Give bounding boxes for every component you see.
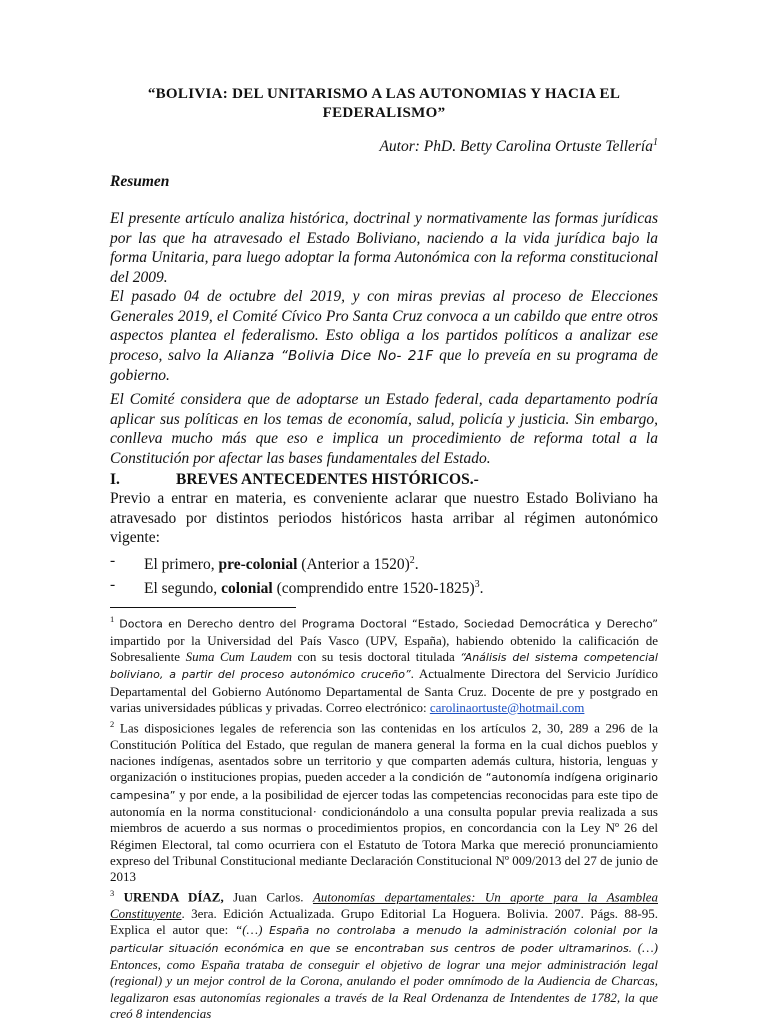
footnote-1 [110, 611, 658, 716]
list-item-detail: (Anterior a 1520) [297, 556, 410, 574]
list-item [110, 551, 483, 575]
footnote-2-condition: condición de “autonomía indígena originario campesina” [110, 771, 658, 802]
footnote-1-distinction: Suma Cum Laudem [185, 648, 292, 664]
footnote-3 [110, 885, 658, 1022]
footnote-2 [110, 716, 658, 885]
abstract-heading: Resumen [110, 173, 170, 190]
list-item-term: pre-colonial [218, 556, 298, 574]
list-item-text [144, 551, 419, 575]
footnote-number: 1 [110, 614, 115, 624]
list-bullet: - [110, 552, 116, 569]
list-item-end: . [479, 580, 484, 598]
footnote-3-quote-open: “(…) [234, 922, 270, 938]
section-heading [110, 471, 479, 489]
footnote-1-program: Doctora en Derecho dentro del Programa Doctoral “Estado, Sociedad Democrática y Derecho” [119, 617, 659, 631]
footnote-ref-2[interactable]: 2 [409, 555, 415, 566]
footnote-3-author: URENDA DÍAZ, [114, 889, 224, 905]
footnote-3-book-title: Autonomías departamentales: Un aporte para la Asamblea Constituyente [110, 889, 658, 922]
abstract-paragraph-2 [110, 287, 658, 386]
footnote-3-quote-a: España no controlaba a menudo la administración colonial por la particular situación económica en que se encontraban sus centros de poder ultramarinos. [110, 924, 658, 955]
footnote-number: 3 [110, 888, 115, 899]
footnote-separator [110, 607, 296, 608]
footnote-ref-1[interactable]: 1 [653, 137, 658, 148]
list-item-text [144, 575, 483, 599]
abstract-paragraph-3: El Comité considera que de adoptarse un Estado federal, cada departamento podría aplicar sus políticas en los temas de economía, salud, policía y justicia. Sin embargo, conlleva mucho más que eso e implica un procedimiento de reforma total a la Constitución por afectar las bases fundamentales del Estado. [110, 391, 658, 467]
list-bullet: - [110, 576, 116, 594]
abstract-paragraph-2-end: que lo preveía en su programa de gobierno. [110, 346, 658, 384]
abstract-paragraph-2-start: El pasado 04 de octubre del 2019, y con miras previas al proceso de Elecciones Generales 2019, el Comité Cívico Pro Santa Cruz convoca a un cabildo que entre otros aspectos plantea el federalismo. Esto obliga a los partidos políticos a analizar ese proceso, salvo la [110, 288, 658, 364]
alliance-name: Alianza “Bolivia Dice No- 21F [224, 347, 434, 364]
footnote-1-text-a: impartido por la Universidad del País Vasco (UPV, España), habiendo obtenido la calificación de Sobresaliente [110, 632, 658, 664]
author-name: Autor: PhD. Betty Carolina Ortuste Tellería [379, 138, 653, 156]
email-link[interactable]: carolinaortuste@hotmail.com [429, 699, 585, 715]
list-item-term: colonial [221, 580, 273, 598]
footnote-number: 2 [110, 719, 115, 730]
footnote-1-text-c: . Actualmente Directora del Servicio Jurídico Departamental del Gobierno Autónomo Departamental de Santa Cruz. Docente de pre y postgrado en varias universidades públicas y privadas. Correo electrónico: [110, 666, 658, 715]
list-item-end: . [414, 556, 419, 574]
footnote-3-quote-b: (…) Entonces, como España trataba de conseguir el objetivo de lograr una mejor administración legal (regional) y un mejor control de la Corona, anulando el poder omnímodo de la Audiencia de Charcas, legalizaron esas autonomías regionales a través de la Real Ordenanza de Intendentes de 1782, la que creó 8 intendencias [110, 939, 658, 1021]
section-title: BREVES ANTECEDENTES HISTÓRICOS.- [176, 471, 479, 488]
footnote-2-text-b: y por ende, a la posibilidad de ejercer todas las competencias reconocidas para este tipo de autonomía en la norma constitucional· condicionándolo a una consulta popular previa realizada a sus miembros de acuerdo a sus normas o procedimientos propios, en concordancia con la Ley Nº 26 del Régimen Electoral, tal como ocurriera con el Estatuto de Totora Marka que mereció pronunciamiento expreso del Tribunal Constitucional mediante Declaración Constitucional Nº 009/2013 del 27 de junio de 2013 [110, 786, 658, 885]
list-item-detail: (comprendido entre 1520-1825) [272, 580, 475, 598]
footnotes [110, 611, 658, 1022]
author-line [379, 137, 658, 156]
list-item [110, 575, 483, 599]
list-item-prefix: El segundo, [144, 580, 222, 598]
abstract-paragraph-1: El presente artículo analiza histórica, doctrinal y normativamente las formas jurídicas por las que ha atravesado el Estado Boliviano, naciendo a la vida jurídica bajo la forma Unitaria, para luego adoptar la forma Autonómica con la reforma constitucional del 2009. [110, 210, 658, 286]
footnote-3-text-b: . 3era. Edición Actualizada. Grupo Editorial La Hoguera. Bolivia. 2007. Págs. 88-95. Explica el autor que: [110, 906, 658, 938]
document-title: “BOLIVIA: DEL UNITARISMO A LAS AUTONOMIAS Y HACIA EL FEDERALISMO” [147, 86, 621, 121]
footnote-ref-3[interactable]: 3 [474, 579, 480, 591]
footnote-2-text-a: Las disposiciones legales de referencia son las contenidas en los artículos 2, 30, 289 a 296 de la Constitución Política del Estado, que regulan de manera general la forma en la cual dichos pueblos y naciones indígenas, asentados sobre un territorio y que comparten además cultura, historia, lenguas y organización o instituciones propias, pueden acceder a la [110, 720, 658, 785]
footnote-3-text-a: Juan Carlos. [223, 889, 313, 905]
section-body-text: Previo a entrar en materia, es conveniente aclarar que nuestro Estado Boliviano ha atravesado por distintos periodos históricos hasta arribar al régimen autonómico vigente: [110, 490, 658, 546]
section-number: I. [110, 471, 120, 488]
footnote-1-thesis: “Análisis del sistema competencial boliviano, a partir del proceso autonómico cruceño” [110, 650, 658, 682]
periods-list [110, 551, 483, 599]
footnote-1-text-b: con su tesis doctoral titulada [292, 648, 461, 664]
list-item-prefix: El primero, [144, 556, 219, 574]
